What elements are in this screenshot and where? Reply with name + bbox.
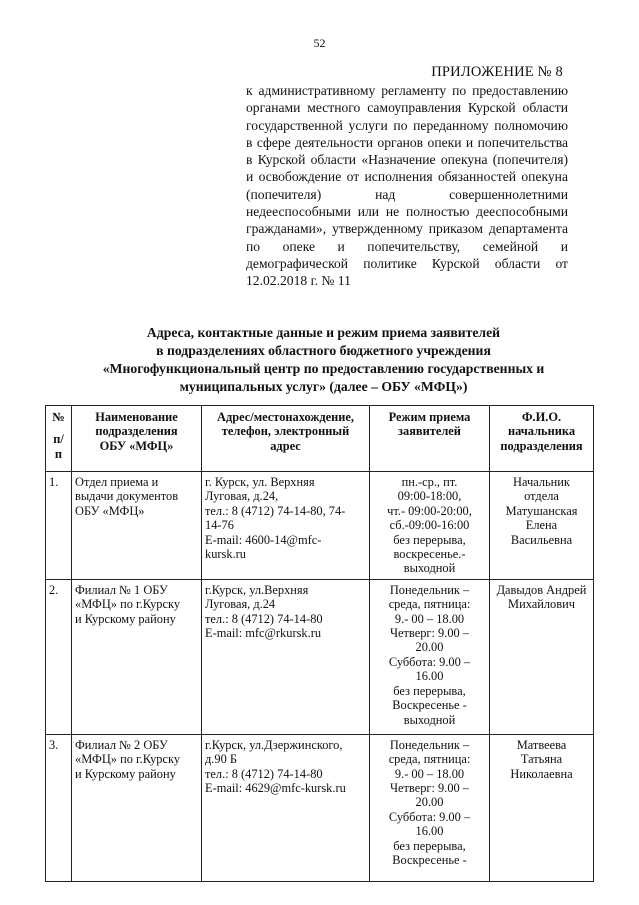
cell-line: kursk.ru — [205, 547, 246, 562]
cell-line: Понедельник – — [389, 737, 470, 752]
cell-line: пн.-ср., пт. — [401, 475, 458, 489]
office-head — [490, 734, 594, 881]
cell-line: Татьяна — [520, 752, 563, 767]
table-row — [46, 579, 594, 734]
cell-line: и Курскому району — [75, 611, 176, 626]
cell-line: выдачи документов — [75, 489, 179, 504]
header-line: Наименование — [95, 410, 178, 424]
cell-line: Луговая, д.24, — [205, 489, 279, 504]
cell-line: Воскресенье - — [392, 853, 467, 868]
office-name — [72, 579, 202, 734]
heading-line: в подразделениях областного бюджетного учреждения — [156, 343, 491, 358]
cell-line: Филиал № 2 ОБУ — [75, 737, 168, 752]
heading-line: Адреса, контактные данные и режим приема заявителей — [146, 325, 501, 340]
office-head — [490, 579, 594, 734]
header-line: Адрес/местонахождение, — [217, 410, 354, 424]
cell-line: Луговая, д.24 — [205, 597, 276, 612]
cell-line: 09:00-18:00, — [397, 489, 462, 504]
cell-line: г.Курск, ул.Верхняя — [205, 582, 309, 597]
header-line: телефон, электронный — [221, 424, 350, 439]
document-heading — [40, 324, 607, 396]
header-line: подразделения — [95, 424, 178, 439]
office-name — [72, 734, 202, 881]
cell-line: тел.: 8 (4712) 74-14-80, 74- — [205, 503, 346, 518]
table-row — [46, 734, 594, 881]
header-name — [72, 406, 202, 472]
table-row — [46, 472, 594, 580]
cell-line: Начальник — [513, 475, 570, 489]
cell-line: выходной — [403, 561, 456, 576]
cell-line: ОБУ «МФЦ» — [75, 503, 145, 518]
page-number: 52 — [313, 36, 326, 50]
header-line: ОБУ «МФЦ» — [99, 438, 174, 453]
appendix-text: к административному регламенту по предоставлению органами местного самоуправления Курской области государственной услуги по переданному полномочию в сфере деятельности органов опеки и попечительства в Курской области «Назначение опекуна (попечителя) и освобождение от исполнения обязанностей опекуна (попечителя) над совершеннолетними недееспособными или не полностью дееспособными гражданами», утвержденному приказом департамента по опеке и попечительству, семейной и демографической политике Курской области от 12.02.2018 г. № 11 — [246, 83, 568, 289]
cell-line: отдела — [524, 489, 559, 504]
appendix-title: ПРИЛОЖЕНИЕ № 8 — [431, 64, 563, 80]
office-name — [72, 472, 202, 580]
cell-line: среда, пятница: — [388, 752, 471, 767]
cell-line: 9.- 00 – 18.00 — [394, 611, 465, 626]
cell-line: Суббота: 9.00 – — [388, 809, 471, 824]
cell-line: 16.00 — [415, 669, 444, 684]
header-head — [490, 406, 594, 472]
cell-line: Васильевна — [510, 532, 573, 547]
cell-line: E-mail: 4629@mfc-kursk.ru — [205, 781, 346, 796]
cell-line: без перерыва, — [393, 532, 466, 547]
cell-line: Николаевна — [510, 766, 573, 781]
cell-line: без перерыва, — [393, 838, 466, 853]
cell-line: Матушанская — [505, 503, 578, 518]
cell-line: Суббота: 9.00 – — [388, 654, 471, 669]
header-address — [202, 406, 370, 472]
cell-line: и Курскому району — [75, 766, 176, 781]
cell-line: Четверг: 9.00 – — [389, 626, 470, 641]
header-line: п — [54, 446, 63, 461]
cell-line: Филиал № 1 ОБУ — [75, 582, 168, 597]
cell-line: без перерыва, — [393, 683, 466, 698]
cell-line: среда, пятница: — [388, 597, 471, 612]
cell-line: E-mail: mfc@rkursk.ru — [205, 626, 322, 641]
header-num — [46, 406, 72, 472]
cell-line: 20.00 — [415, 795, 444, 810]
cell-line: г.Курск, ул.Дзержинского, — [205, 737, 343, 752]
cell-line: сб.-09:00-16:00 — [389, 518, 470, 533]
offices-table — [45, 405, 594, 882]
header-line: начальника — [507, 424, 576, 439]
office-address — [202, 472, 370, 580]
cell-line: 14-76 — [205, 518, 234, 533]
cell-line: г. Курск, ул. Верхняя — [205, 475, 315, 489]
heading-line: «Многофункциональный центр по предоставлению государственных и — [102, 361, 545, 376]
cell-line: Понедельник – — [389, 582, 470, 597]
table-header-row — [46, 406, 594, 472]
row-number: 1. — [46, 472, 72, 580]
cell-line: тел.: 8 (4712) 74-14-80 — [205, 766, 323, 781]
cell-line: Елена — [525, 518, 558, 533]
heading-line: муниципальных услуг» (далее – ОБУ «МФЦ») — [179, 379, 468, 394]
header-line: № — [52, 410, 65, 424]
header-line: адрес — [270, 438, 301, 453]
cell-line: чт.- 09:00-20:00, — [387, 503, 472, 518]
header-line: заявителей — [398, 424, 461, 439]
cell-line: «МФЦ» по г.Курску — [75, 752, 181, 767]
header-line: п/ — [53, 432, 64, 447]
cell-line: д.90 Б — [205, 752, 238, 767]
header-line: подразделения — [500, 438, 583, 453]
header-line: Режим приема — [388, 410, 471, 424]
header-line: Ф.И.О. — [521, 410, 562, 424]
cell-line: 20.00 — [415, 640, 444, 655]
cell-line: воскресенье.- — [393, 547, 466, 562]
cell-line: «МФЦ» по г.Курску — [75, 597, 181, 612]
cell-line: выходной — [403, 712, 456, 727]
header-schedule — [370, 406, 490, 472]
cell-line: Михайлович — [508, 597, 575, 612]
row-number: 3. — [46, 734, 72, 881]
cell-line: E-mail: 4600-14@mfc- — [205, 532, 322, 547]
cell-line: 9.- 00 – 18.00 — [394, 766, 465, 781]
office-schedule — [370, 579, 490, 734]
cell-line: Четверг: 9.00 – — [389, 781, 470, 796]
cell-line: тел.: 8 (4712) 74-14-80 — [205, 611, 323, 626]
office-address — [202, 734, 370, 881]
cell-line: 16.00 — [415, 824, 444, 839]
cell-line: Воскресенье - — [392, 698, 467, 713]
office-schedule — [370, 734, 490, 881]
office-address — [202, 579, 370, 734]
cell-line: Давыдов Андрей — [496, 582, 587, 597]
office-schedule — [370, 472, 490, 580]
cell-line: Отдел приема и — [75, 475, 159, 489]
row-number: 2. — [46, 579, 72, 734]
cell-line: Матвеева — [516, 737, 567, 752]
office-head — [490, 472, 594, 580]
